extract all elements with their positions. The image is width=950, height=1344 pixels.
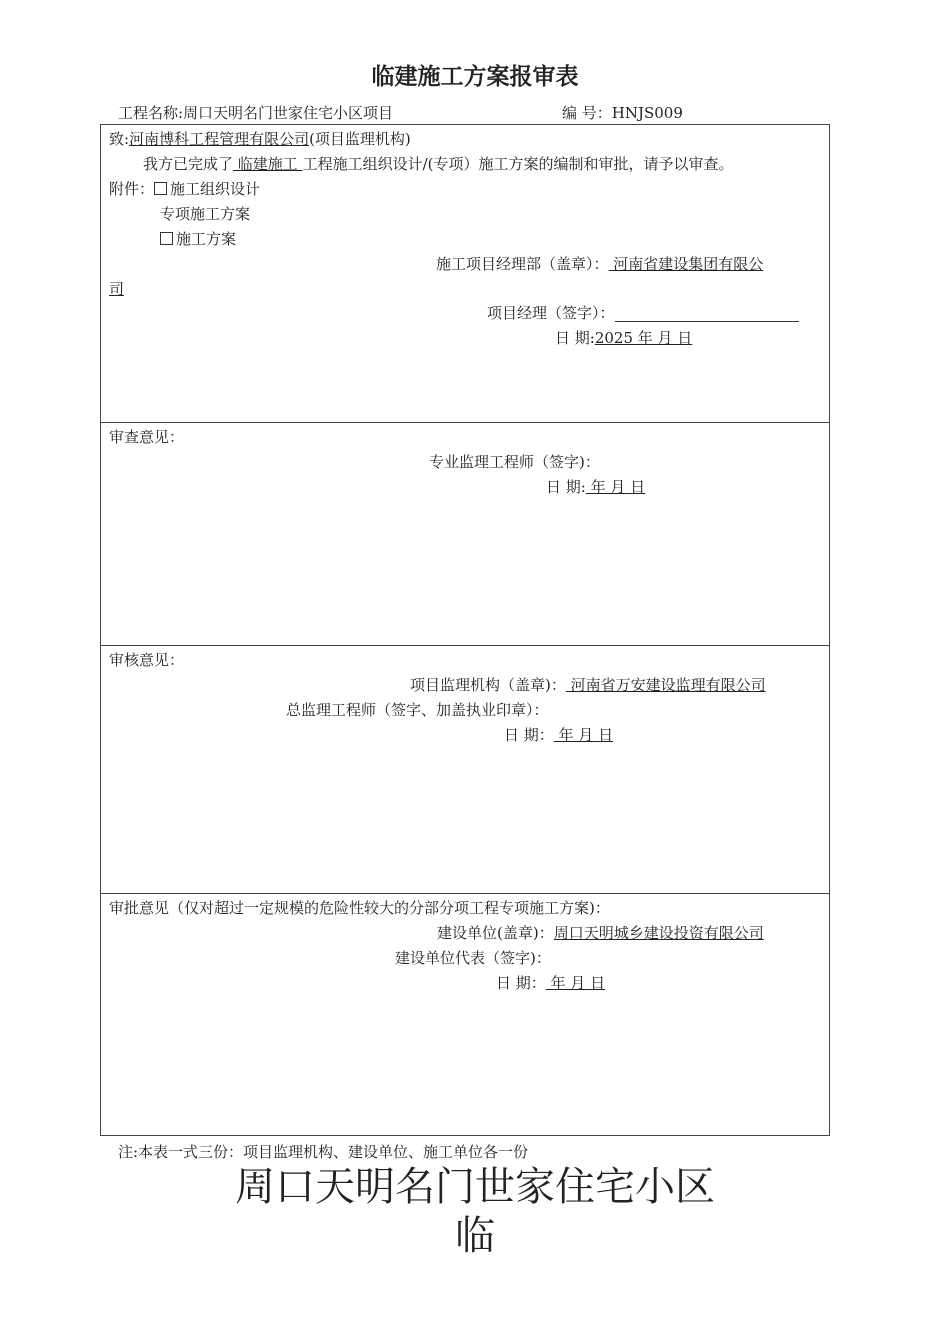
manager-signature-blank[interactable]: [615, 307, 799, 322]
audit-heading: 审核意见：: [109, 651, 185, 669]
audit-date-line: [504, 726, 613, 744]
approval-date-line: [496, 974, 605, 992]
dept-label: 施工项目经理部（盖章）：: [436, 255, 609, 273]
approval-rep-line: 建设单位代表（签字)：: [395, 949, 551, 967]
dept-value-continued: 司: [109, 280, 125, 298]
statement-prefix: 我方已完成了: [143, 155, 234, 173]
org-label: 项目监理机构（盖章)：: [410, 676, 566, 694]
chief-signer-line: 总监理工程师（签字、加盖执业印章）：: [286, 701, 549, 719]
submission-statement: [143, 155, 733, 173]
date-label: 日 期:: [555, 329, 595, 347]
dept-stamp-line: [436, 255, 763, 273]
approval-unit-line: [437, 924, 764, 942]
attachment-label-1: 施工组织设计: [170, 180, 261, 198]
submission-section: [101, 125, 829, 422]
checkbox-icon[interactable]: [154, 182, 167, 195]
addressee-prefix: 致:: [109, 130, 130, 148]
date-label: 日 期：: [504, 726, 554, 744]
review-section: [101, 422, 829, 645]
attachments-label: 附件：: [109, 180, 155, 198]
addressee-org: 河南博科工程管理有限公司: [129, 130, 310, 148]
org-value: 河南省万安建设监理有限公司: [565, 676, 766, 694]
attachment-item-1: [109, 180, 260, 198]
approval-section: [101, 893, 829, 1135]
unit-value: 周口天明城乡建设投资有限公司: [553, 924, 764, 942]
date-label: 日 期:: [546, 478, 586, 496]
form-number: 编 号：HNJS009: [562, 104, 683, 122]
dept-value: 河南省建设集团有限公: [608, 255, 764, 273]
audit-org-line: [410, 676, 766, 694]
review-heading: 审查意见：: [109, 428, 185, 446]
large-heading-line-2: 临: [455, 1213, 495, 1259]
addressee-line: [109, 130, 411, 148]
date-label: 日 期：: [496, 974, 546, 992]
statement-subject: 临建施工: [233, 155, 303, 173]
manager-signature-line: [487, 304, 799, 322]
date-value: 年 月 日: [545, 974, 606, 992]
checkbox-icon[interactable]: [160, 232, 173, 245]
statement-suffix: 工程施工组织设计/(专项）施工方案的编制和审批，请予以审查。: [302, 155, 734, 173]
large-heading-line-1: 周口天明名门世家住宅小区: [235, 1164, 715, 1210]
review-signer-line: 专业监理工程师（签字)：: [429, 453, 600, 471]
review-date-line: [546, 478, 645, 496]
form-title: 临建施工方案报审表: [371, 64, 579, 90]
project-name: 工程名称:周口天明名门世家住宅小区项目: [118, 104, 394, 122]
attachment-label-3: 施工方案: [176, 230, 237, 248]
submission-date-line: [555, 329, 692, 347]
date-value: 2025 年 月 日: [594, 329, 693, 347]
audit-section: [101, 645, 829, 893]
date-value: 年 月 日: [553, 726, 614, 744]
manager-label: 项目经理（签字）：: [487, 304, 615, 322]
footnote: 注:本表一式三份：项目监理机构、建设单位、施工单位各一份: [118, 1143, 529, 1161]
addressee-suffix: (项目监理机构): [309, 130, 411, 148]
date-value: 年 月 日: [585, 478, 646, 496]
attachment-item-3: [160, 230, 236, 248]
unit-label: 建设单位(盖章)：: [437, 924, 554, 942]
approval-heading: 审批意见（仅对超过一定规模的危险性较大的分部分项工程专项施工方案)：: [109, 899, 610, 917]
form-table: [100, 124, 830, 1136]
attachment-item-2: 专项施工方案: [160, 205, 251, 223]
